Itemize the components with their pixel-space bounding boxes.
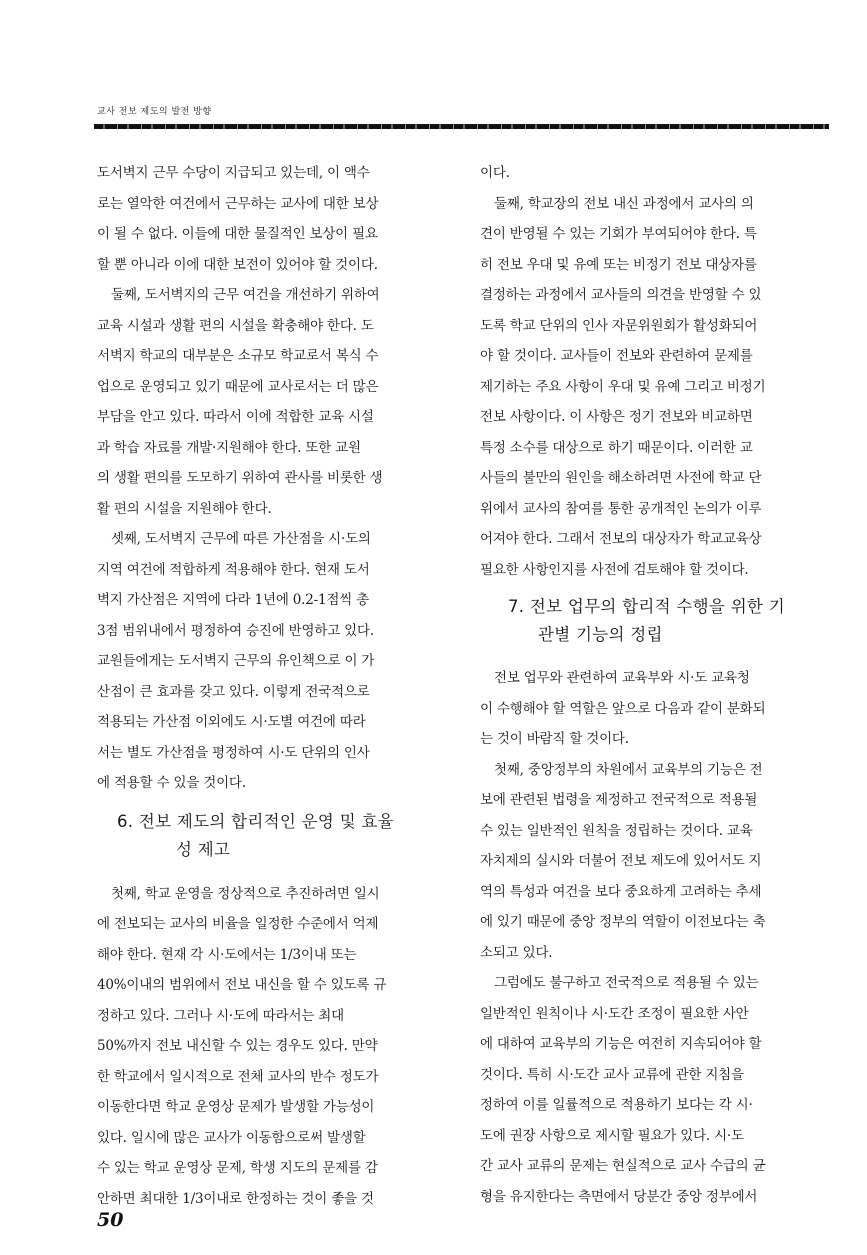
section-heading-7 <box>480 585 830 663</box>
text-line: 할 뿐 아니라 이에 대한 보전이 있어야 할 것이다. <box>97 256 378 273</box>
text-line: 로는 열악한 여건에서 근무하는 교사에 대한 보상 <box>97 195 379 212</box>
text-line: 역의 특성과 여건을 보다 중요하게 고려하는 추세 <box>480 883 762 900</box>
text-line: 것이다. 특히 시·도간 교사 교류에 관한 지침을 <box>480 1066 744 1083</box>
text-line: 제기하는 주요 사항이 우대 및 유예 그리고 비정기 <box>480 378 766 395</box>
right-column <box>480 158 830 1212</box>
page-number: 50 <box>97 1209 124 1231</box>
text-line: 정하여 이를 일률적으로 적용하기 보다는 각 시· <box>480 1097 753 1113</box>
text-line: 에 있기 때문에 중앙 정부의 역할이 이전보다는 축 <box>480 914 766 930</box>
text-line: 는 것이 바람직 할 것이다. <box>480 731 629 747</box>
header-rule <box>94 124 829 129</box>
text-line: 보에 관련된 법령을 제정하고 전국적으로 적용될 <box>480 792 758 808</box>
text-line: 산점이 큰 효과를 갖고 있다. 이렇게 전국적으로 <box>97 683 370 700</box>
text-line: 수 있는 일반적인 원칙을 정립하는 것이다. 교육 <box>480 822 753 839</box>
text-line: 필요한 사항인지를 사전에 검토해야 할 것이다. <box>480 561 749 578</box>
text-line: 한 학교에서 일시적으로 전체 교사의 반수 정도가 <box>97 1068 379 1085</box>
section-heading-6 <box>97 799 447 879</box>
text-line: 그럼에도 불구하고 전국적으로 적용될 수 있는 <box>494 975 759 991</box>
text-line: 특정 소수를 대상으로 하기 때문이다. 이러한 교 <box>480 439 753 456</box>
text-line: 전보 사항이다. 이 사항은 정기 전보와 비교하면 <box>480 409 753 425</box>
text-line: 형을 유지한다는 측면에서 당분간 중앙 정부에서 <box>480 1188 758 1205</box>
text-line: 에 전보되는 교사의 비율을 일정한 수준에서 억제 <box>97 916 379 932</box>
text-line: 간 교사 교류의 문제는 현실적으로 교사 수급의 균 <box>480 1158 766 1174</box>
text-line: 의 생활 편의를 도모하기 위하여 관사를 비롯한 생 <box>97 470 383 486</box>
text-line: 해야 한다. 현재 각 시·도에서는 1/3이내 또는 <box>97 946 357 963</box>
text-line: 셋째, 도서벽지 근무에 따른 가산점을 시·도의 <box>111 531 371 547</box>
right-paragraphs-b <box>480 663 830 1212</box>
text-line: 40%이내의 범위에서 전보 내신을 할 수 있도록 규 <box>97 977 387 993</box>
text-line: 정하고 있다. 그러나 시·도에 따라서는 최대 <box>97 1007 344 1024</box>
text-line: 3점 범위내에서 평정하여 승진에 반영하고 있다. <box>97 622 374 639</box>
text-line: 야 할 것이다. 교사들이 전보와 관련하여 문제를 <box>480 348 753 364</box>
text-line: 적용되는 가산점 이외에도 시·도별 여건에 따라 <box>97 714 366 730</box>
text-line: 에 대하여 교육부의 기능은 여전히 지속되어야 할 <box>480 1036 762 1052</box>
text-line: 지역 여건에 적합하게 적용해야 한다. 현재 도서 <box>97 561 370 578</box>
text-line: 벽지 가산점은 지역에 다라 1년에 0.2-1점씩 총 <box>97 592 370 608</box>
text-line: 전보 업무와 관련하여 교육부와 시·도 교육청 <box>494 670 750 686</box>
text-line: 둘째, 학교장의 전보 내신 과정에서 교사의 의 <box>494 195 754 212</box>
section-heading-6-line2: 성 제고 <box>176 839 231 859</box>
text-line: 이 될 수 없다. 이들에 대한 물질적인 보상이 필요 <box>97 226 378 242</box>
text-line: 도록 학교 단위의 인사 자문위원회가 활성화되어 <box>480 317 758 334</box>
text-line: 교육 시설과 생활 편의 시설을 확충해야 한다. 도 <box>97 317 374 334</box>
text-line: 있다. 일시에 많은 교사가 이동함으로써 발생할 <box>97 1129 366 1146</box>
text-line: 사들의 불만의 원인을 해소하려면 사전에 학교 단 <box>480 470 762 486</box>
text-line: 둘째, 도서벽지의 근무 여건을 개선하기 위하여 <box>111 287 380 303</box>
text-line: 서벽지 학교의 대부분은 소규모 학교로서 복식 수 <box>97 348 379 364</box>
text-line: 업으로 운영되고 있기 때문에 교사로서는 더 많은 <box>97 378 379 395</box>
text-line: 자치제의 실시와 더불어 전보 제도에 있어서도 지 <box>480 853 762 869</box>
left-paragraphs-b <box>97 879 447 1215</box>
text-line: 서는 별도 가산점을 평정하여 시·도 단위의 인사 <box>97 744 370 761</box>
text-line: 수 있는 학교 운영상 문제, 학생 지도의 문제를 감 <box>97 1160 378 1176</box>
section-heading-6-line1: 6. 전보 제도의 합리적인 운영 및 효율 <box>117 811 394 831</box>
left-column <box>97 158 447 1214</box>
text-line: 도에 권장 사항으로 제시할 필요가 있다. 시·도 <box>480 1127 744 1144</box>
text-line: 이 수행해야 할 역할은 앞으로 다음과 같이 분화되 <box>480 700 766 717</box>
text-line: 첫째, 학교 운영을 정상적으로 추진하려면 일시 <box>111 885 380 902</box>
right-paragraphs-a <box>480 158 830 585</box>
text-line: 결정하는 과정에서 교사들의 의견을 반영할 수 있 <box>480 287 762 303</box>
text-line: 50%까지 전보 내신할 수 있는 경우도 있다. 만약 <box>97 1038 378 1054</box>
text-line: 교원들에게는 도서벽지 근무의 유인책으로 이 가 <box>97 653 375 669</box>
text-line: 에 적용할 수 있을 것이다. <box>97 775 246 791</box>
text-line: 어져야 한다. 그래서 전보의 대상자가 학교교육상 <box>480 531 762 547</box>
text-line: 활 편의 시설을 지원해야 한다. <box>97 500 272 517</box>
left-paragraphs-a <box>97 158 447 799</box>
text-line: 히 전보 우대 및 유예 또는 비정기 전보 대상자를 <box>480 256 757 273</box>
section-heading-7-line1: 7. 전보 업무의 합리적 수행을 위한 기 <box>508 597 785 616</box>
text-line: 일반적인 원칙이나 시·도간 조정이 필요한 사안 <box>480 1005 749 1022</box>
section-heading-7-line2: 관별 기능의 정립 <box>538 625 663 644</box>
text-line: 이동한다면 학교 운영상 문제가 발생할 가능성이 <box>97 1099 375 1115</box>
text-line: 위에서 교사의 참여를 통한 공개적인 논의가 이루 <box>480 500 762 517</box>
text-line: 견이 반영될 수 있는 기회가 부여되어야 한다. 특 <box>480 226 757 242</box>
text-line: 부담을 안고 있다. 따라서 이에 적합한 교육 시설 <box>97 409 374 425</box>
text-line: 첫째, 중앙정부의 차원에서 교육부의 기능은 전 <box>494 761 763 778</box>
text-line: 안하면 최대한 1/3이내로 한정하는 것이 좋을 것 <box>97 1190 374 1207</box>
running-head: 교사 전보 제도의 발전 방향 <box>97 107 212 117</box>
text-line: 도서벽지 근무 수당이 지급되고 있는데, 이 액수 <box>97 165 370 181</box>
text-line: 이다. <box>480 165 510 181</box>
text-line: 과 학습 자료를 개발·지원해야 한다. 또한 교원 <box>97 439 361 456</box>
text-line: 소되고 있다. <box>480 944 553 961</box>
